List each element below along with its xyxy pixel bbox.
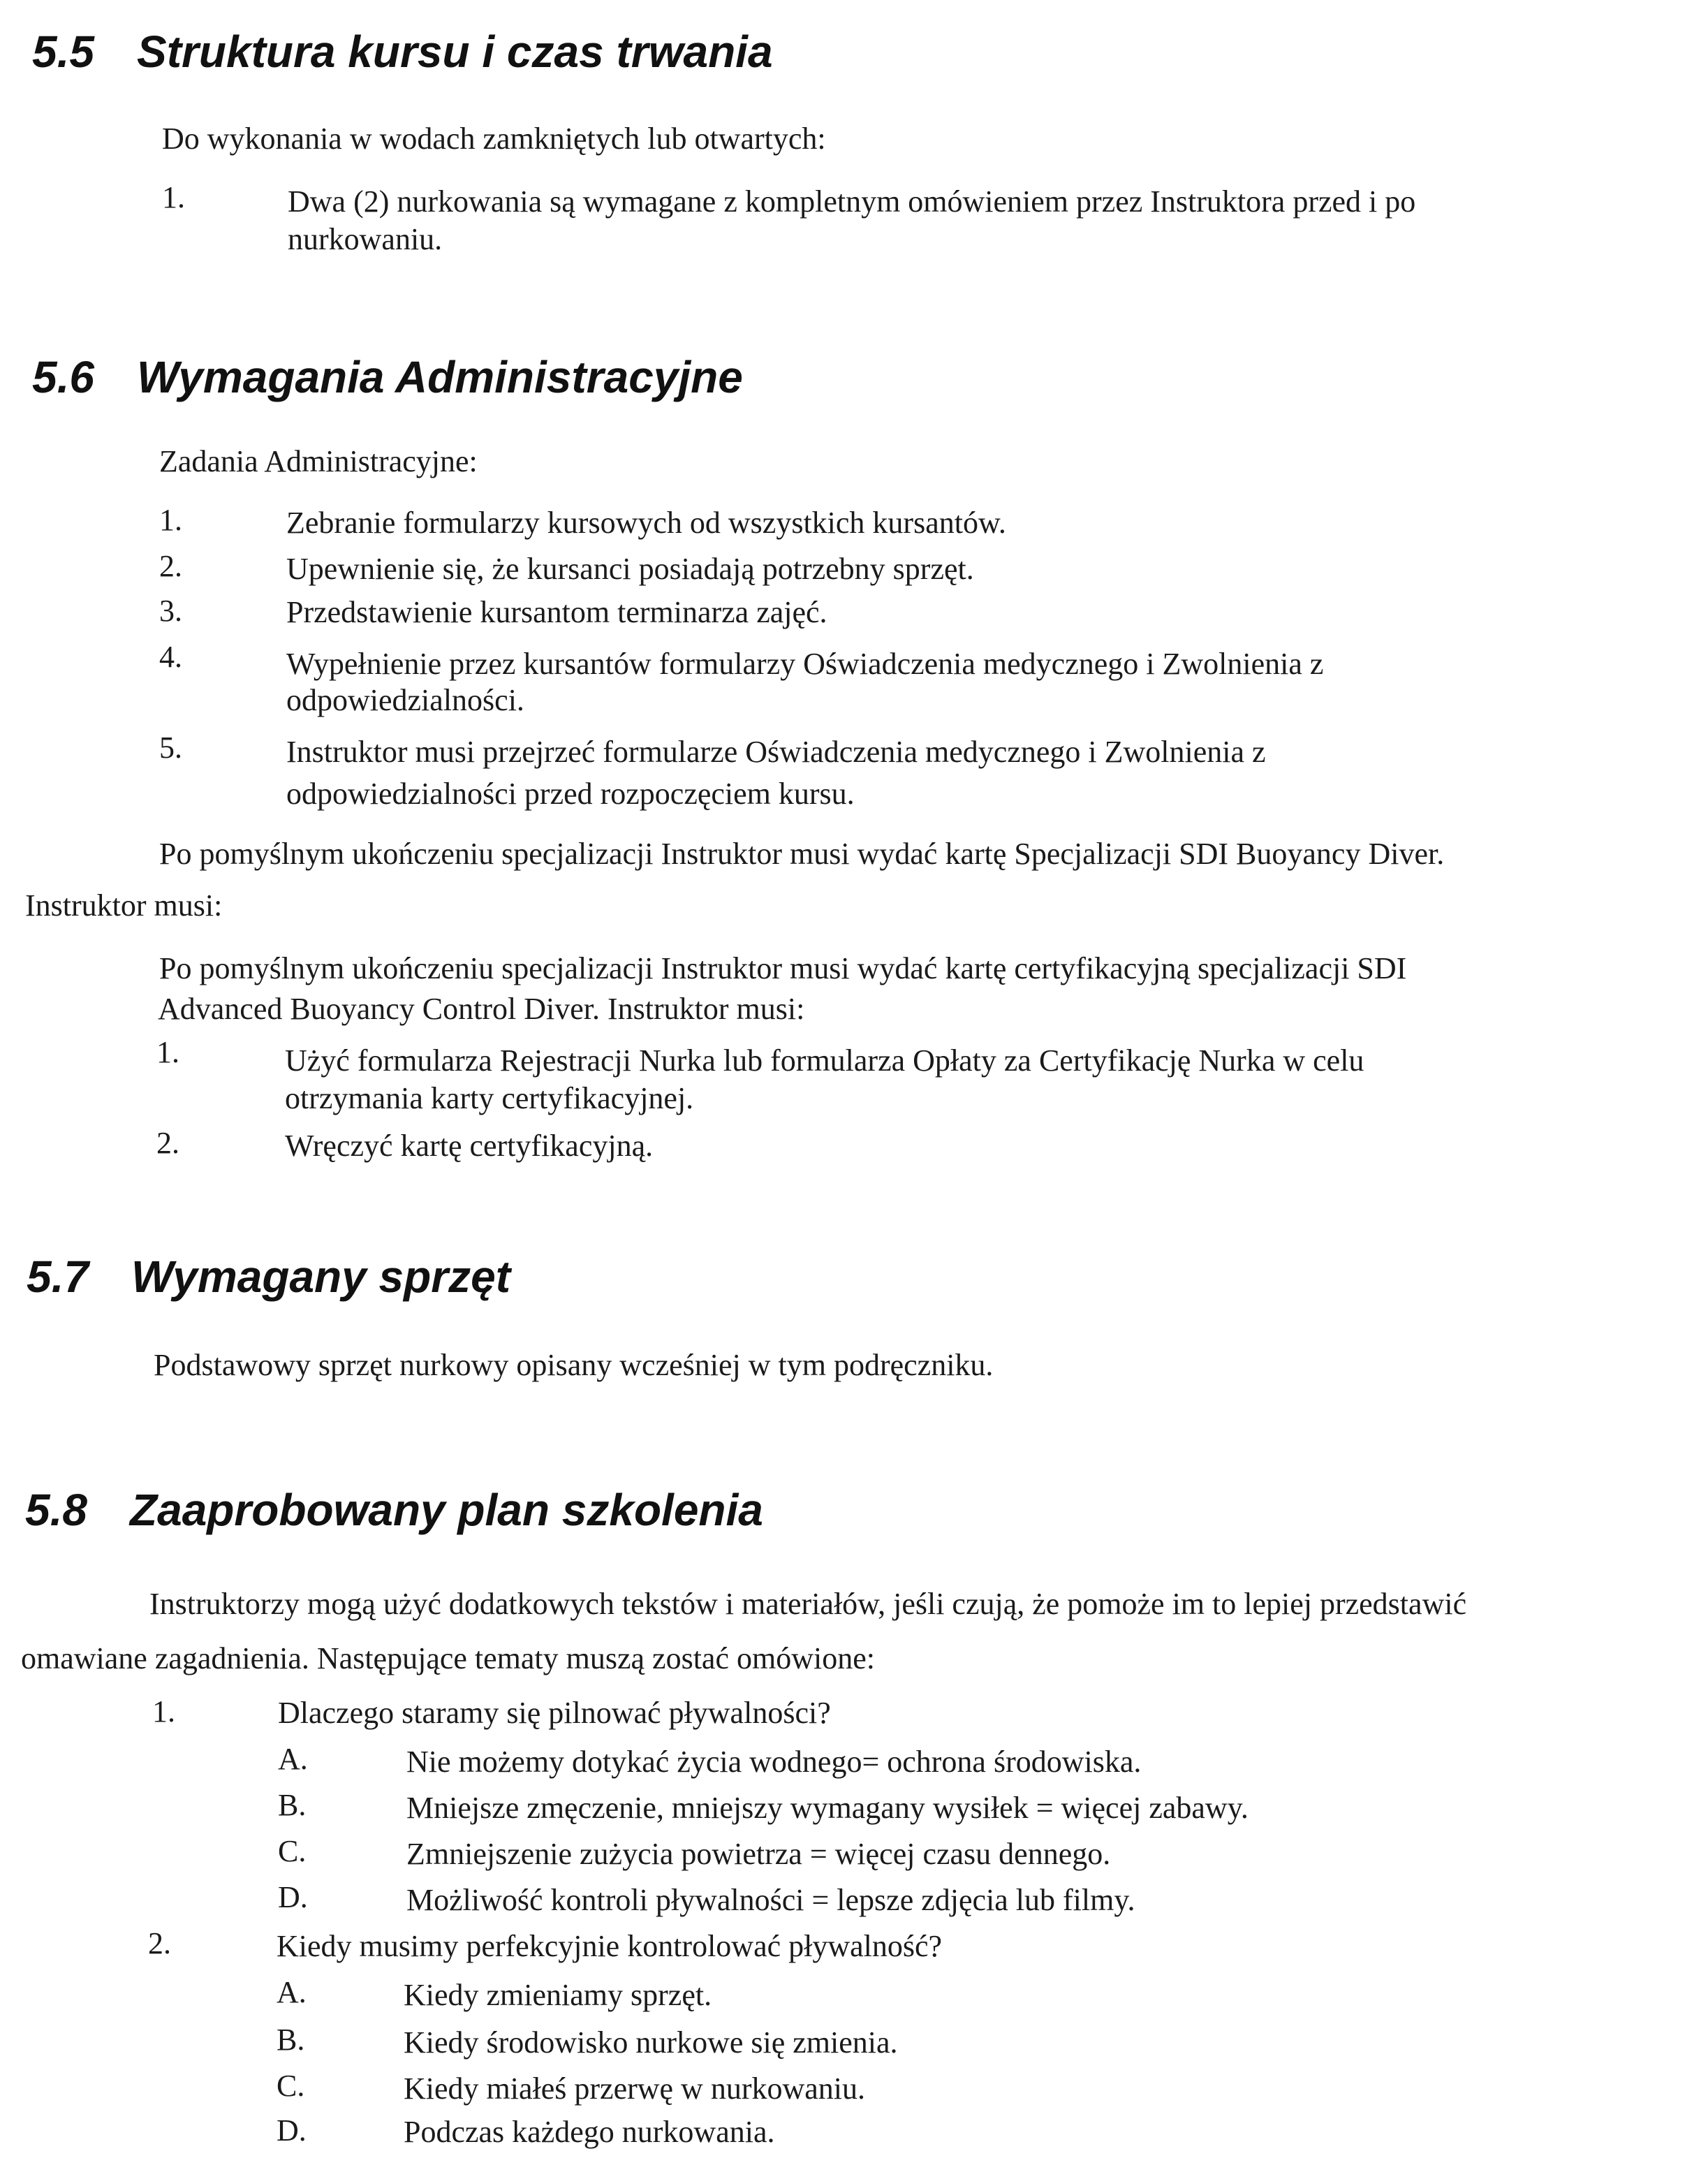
sub-list-text: Podczas każdego nurkowania. [404, 2115, 775, 2149]
sub-list-letter: B. [277, 2023, 305, 2057]
sub-list-text: Nie możemy dotykać życia wodnego= ochrona środowiska. [406, 1745, 1142, 1779]
list-item-text: Wypełnienie przez kursantów formularzy Oświadczenia medycznego i Zwolnienia z [286, 647, 1324, 681]
list-item-text: Upewnienie się, że kursanci posiadają potrzebny sprzęt. [286, 552, 974, 586]
list-item-text: Przedstawienie kursantom terminarza zajęć. [286, 595, 827, 629]
section-intro: Zadania Administracyjne: [159, 444, 478, 478]
list-number: 1. [159, 503, 182, 537]
list-item-text: Dwa (2) nurkowania są wymagane z kompletnym omówieniem przez Instruktora przed i po [288, 184, 1416, 219]
paragraph: Instruktor musi: [25, 888, 223, 923]
list-number: 1. [162, 180, 185, 214]
sub-list-letter: D. [277, 2113, 307, 2148]
sub-list-letter: C. [277, 2069, 305, 2103]
section-title: Wymagany sprzęt [131, 1252, 510, 1302]
list-number: 4. [159, 640, 182, 674]
list-item-text: Kiedy musimy perfekcyjnie kontrolować pływalność? [277, 1929, 943, 1963]
list-number: 5. [159, 731, 182, 765]
list-number: 2. [148, 1926, 171, 1960]
section-number: 5.7 [27, 1252, 89, 1302]
sub-list-text: Kiedy miałeś przerwę w nurkowaniu. [404, 2071, 866, 2106]
list-item-text: Dlaczego staramy się pilnować pływalności? [278, 1696, 831, 1730]
list-number: 3. [159, 594, 182, 628]
section-title: Wymagania Administracyjne [137, 352, 743, 402]
section-heading-5-7 [27, 1252, 510, 1302]
paragraph: Advanced Buoyancy Control Diver. Instruktor musi: [158, 992, 805, 1026]
paragraph: Po pomyślnym ukończeniu specjalizacji Instruktor musi wydać kartę Specjalizacji SDI Buoyancy Diver. [159, 837, 1445, 871]
paragraph: Po pomyślnym ukończeniu specjalizacji Instruktor musi wydać kartę certyfikacyjną specjalizacji SDI [159, 951, 1407, 985]
sub-list-letter: A. [277, 1975, 307, 2009]
paragraph: Podstawowy sprzęt nurkowy opisany wcześniej w tym podręczniku. [154, 1348, 994, 1382]
sub-list-text: Kiedy środowisko nurkowe się zmienia. [404, 2025, 898, 2060]
list-item-text: Zebranie formularzy kursowych od wszystkich kursantów. [286, 506, 1006, 540]
sub-list-text: Zmniejszenie zużycia powietrza = więcej czasu dennego. [406, 1837, 1111, 1871]
section-title: Zaaprobowany plan szkolenia [130, 1485, 763, 1535]
sub-list-letter: B. [278, 1788, 307, 1822]
section-heading-5-8 [25, 1485, 763, 1535]
section-title: Struktura kursu i czas trwania [137, 27, 773, 77]
sub-list-text: Możliwość kontroli pływalności = lepsze zdjęcia lub filmy. [406, 1883, 1135, 1917]
paragraph: omawiane zagadnienia. Następujące tematy muszą zostać omówione: [21, 1641, 875, 1675]
list-item-text: odpowiedzialności. [286, 683, 524, 717]
list-item-text: Wręczyć kartę certyfikacyjną. [285, 1129, 654, 1163]
section-intro: Do wykonania w wodach zamkniętych lub otwartych: [162, 122, 826, 156]
paragraph: Instruktorzy mogą użyć dodatkowych tekstów i materiałów, jeśli czują, że pomoże im to lepiej przedstawić [149, 1587, 1467, 1621]
section-heading-5-6 [32, 352, 743, 402]
list-number: 2. [159, 549, 182, 583]
list-number: 1. [152, 1694, 175, 1729]
list-item-text: otrzymania karty certyfikacyjnej. [285, 1081, 694, 1115]
sub-list-letter: A. [278, 1742, 308, 1776]
list-item-text: Instruktor musi przejrzeć formularze Oświadczenia medycznego i Zwolnienia z [286, 735, 1266, 769]
sub-list-letter: C. [278, 1834, 307, 1868]
sub-list-text: Kiedy zmieniamy sprzęt. [404, 1978, 712, 2012]
section-number: 5.5 [32, 27, 94, 77]
list-item-text: nurkowaniu. [288, 222, 443, 256]
sub-list-text: Mniejsze zmęczenie, mniejszy wymagany wysiłek = więcej zabawy. [406, 1791, 1249, 1825]
list-item-text: Użyć formularza Rejestracji Nurka lub formularza Opłaty za Certyfikację Nurka w celu [285, 1043, 1364, 1078]
list-number: 2. [156, 1126, 179, 1160]
sub-list-letter: D. [278, 1880, 308, 1914]
list-item-text: odpowiedzialności przed rozpoczęciem kursu. [286, 777, 855, 811]
section-number: 5.6 [32, 352, 94, 402]
list-number: 1. [156, 1035, 179, 1069]
section-number: 5.8 [25, 1485, 87, 1535]
section-heading-5-5 [32, 27, 773, 77]
